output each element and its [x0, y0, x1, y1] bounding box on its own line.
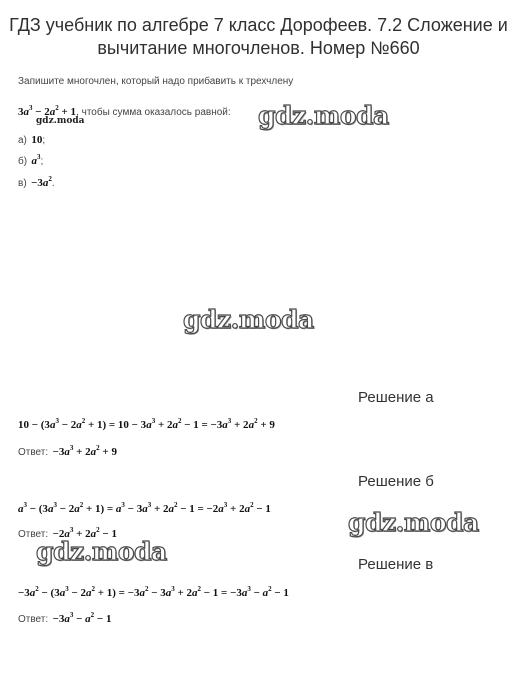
solution-c-heading: Решение в [358, 556, 434, 573]
answer-c-formula: $-3a^3 - a^2 - 1$ [52, 611, 112, 625]
answer-b-formula: $-2a^3 + 2a^2 - 1$ [52, 526, 117, 540]
trinomial-suffix: , чтобы сумма оказалось равной: [76, 107, 231, 118]
answer-a-formula: $-3a^3 + 2a^2 + 9$ [52, 444, 117, 458]
watermark-small: gdz.moda [36, 116, 85, 126]
solution-a-heading: Решение а [358, 389, 434, 406]
page-title: ГДЗ учебник по алгебре 7 класс Дорофеев. 7.2 Сложение и вычитание многочленов. Номер №660 [9, 15, 508, 58]
solution-a-formula: $10 - (3a^3 - 2a^2 + 1) = 10 - 3a^3 + 2a^2 - 1 = -3a^3 + 2a^2 + 9$ [18, 417, 275, 431]
solution-c-answer [18, 609, 111, 627]
item-b-label: б) [18, 156, 28, 167]
solution-c-formula: $-3a^2 - (3a^3 - 2a^2 + 1) = -3a^2 - 3a^3 + 2a^2 - 1 = -3a^3 - a^2 - 1$ [18, 585, 289, 599]
watermark-top: gdz.moda [258, 101, 389, 130]
item-a-value: 10 [31, 134, 43, 146]
answer-c-label: Ответ: [18, 614, 49, 625]
item-c-formula: $-3a^2$ [31, 175, 52, 189]
watermark-center: gdz.moda [183, 305, 314, 334]
item-b-end: ; [40, 156, 44, 167]
solution-a-answer [18, 442, 117, 460]
trinomial-formula: $3a^3 - 2a^2 + 1$ [18, 104, 77, 118]
watermark-right: gdz.moda [348, 508, 479, 537]
task-item-a [18, 130, 45, 148]
task-intro: Запишите многочлен, который надо прибавить к трехчлену [18, 76, 294, 87]
watermark-left: gdz.moda [36, 537, 167, 566]
solution-b-heading: Решение б [358, 473, 434, 490]
task-item-b [18, 151, 43, 169]
item-c-end: . [51, 178, 55, 189]
item-b-formula: $a^3$ [31, 153, 41, 167]
solution-b-formula: $a^3 - (3a^3 - 2a^2 + 1) = a^3 - 3a^3 + 2a^2 - 1 = -2a^3 + 2a^2 - 1$ [18, 501, 271, 515]
item-a-end: ; [42, 135, 46, 146]
answer-b-label: Ответ: [18, 529, 49, 540]
task-item-c [18, 173, 55, 191]
answer-a-label: Ответ: [18, 447, 49, 458]
item-a-label: а) [18, 135, 27, 146]
item-c-label: в) [18, 178, 27, 189]
